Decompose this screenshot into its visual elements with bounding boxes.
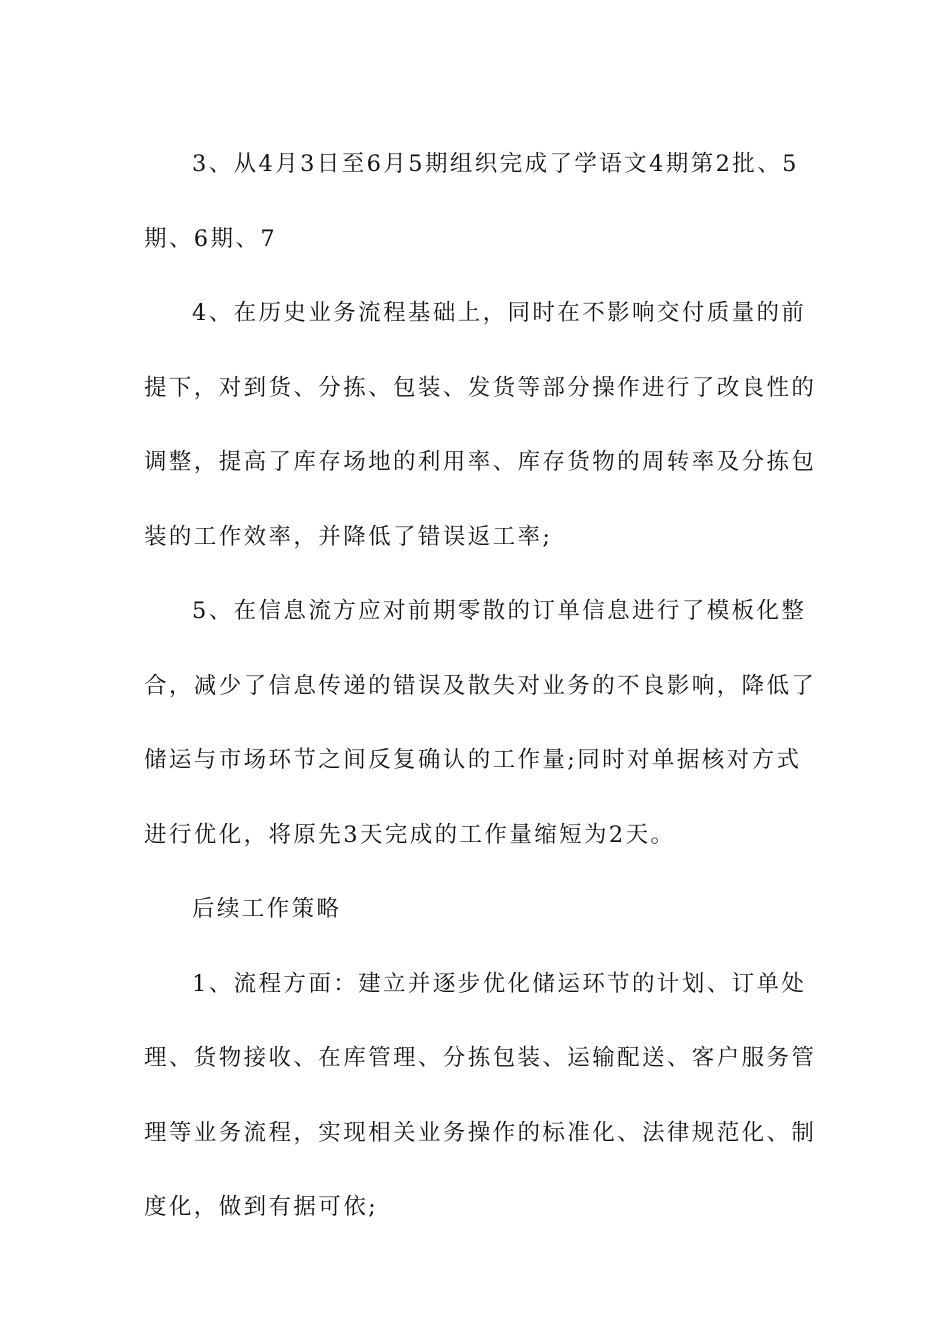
paragraph-item-4: 4、在历史业务流程基础上，同时在不影响交付质量的前提下，对到货、分拣、包装、发货等部分操作进行了改良性的调整，提高了库存场地的利用率、库存货物的周转率及分拣包装的工作效率，并降低了错误返工率; — [144, 300, 817, 550]
strategy-item-1: 1、流程方面：建立并逐步优化储运环节的计划、订单处理、货物接收、在库管理、分拣包装、运输配送、客户服务管理等业务流程，实现相关业务操作的标准化、法律规范化、制度化，做到有据可依; — [144, 970, 817, 1220]
document-body — [144, 127, 820, 1245]
section-heading: 后续工作策略 — [192, 896, 342, 922]
paragraph-item-3: 3、从4月3日至6月5期组织完成了学语文4期第2批、5期、6期、7 — [144, 151, 799, 252]
paragraph-item-5: 5、在信息流方应对前期零散的订单信息进行了模板化整合，减少了信息传递的错误及散失对业务的不良影响，降低了储运与市场环节之间反复确认的工作量;同时对单据核对方式进行优化，将原先3天完成的工作量缩短为2天。 — [144, 598, 817, 848]
